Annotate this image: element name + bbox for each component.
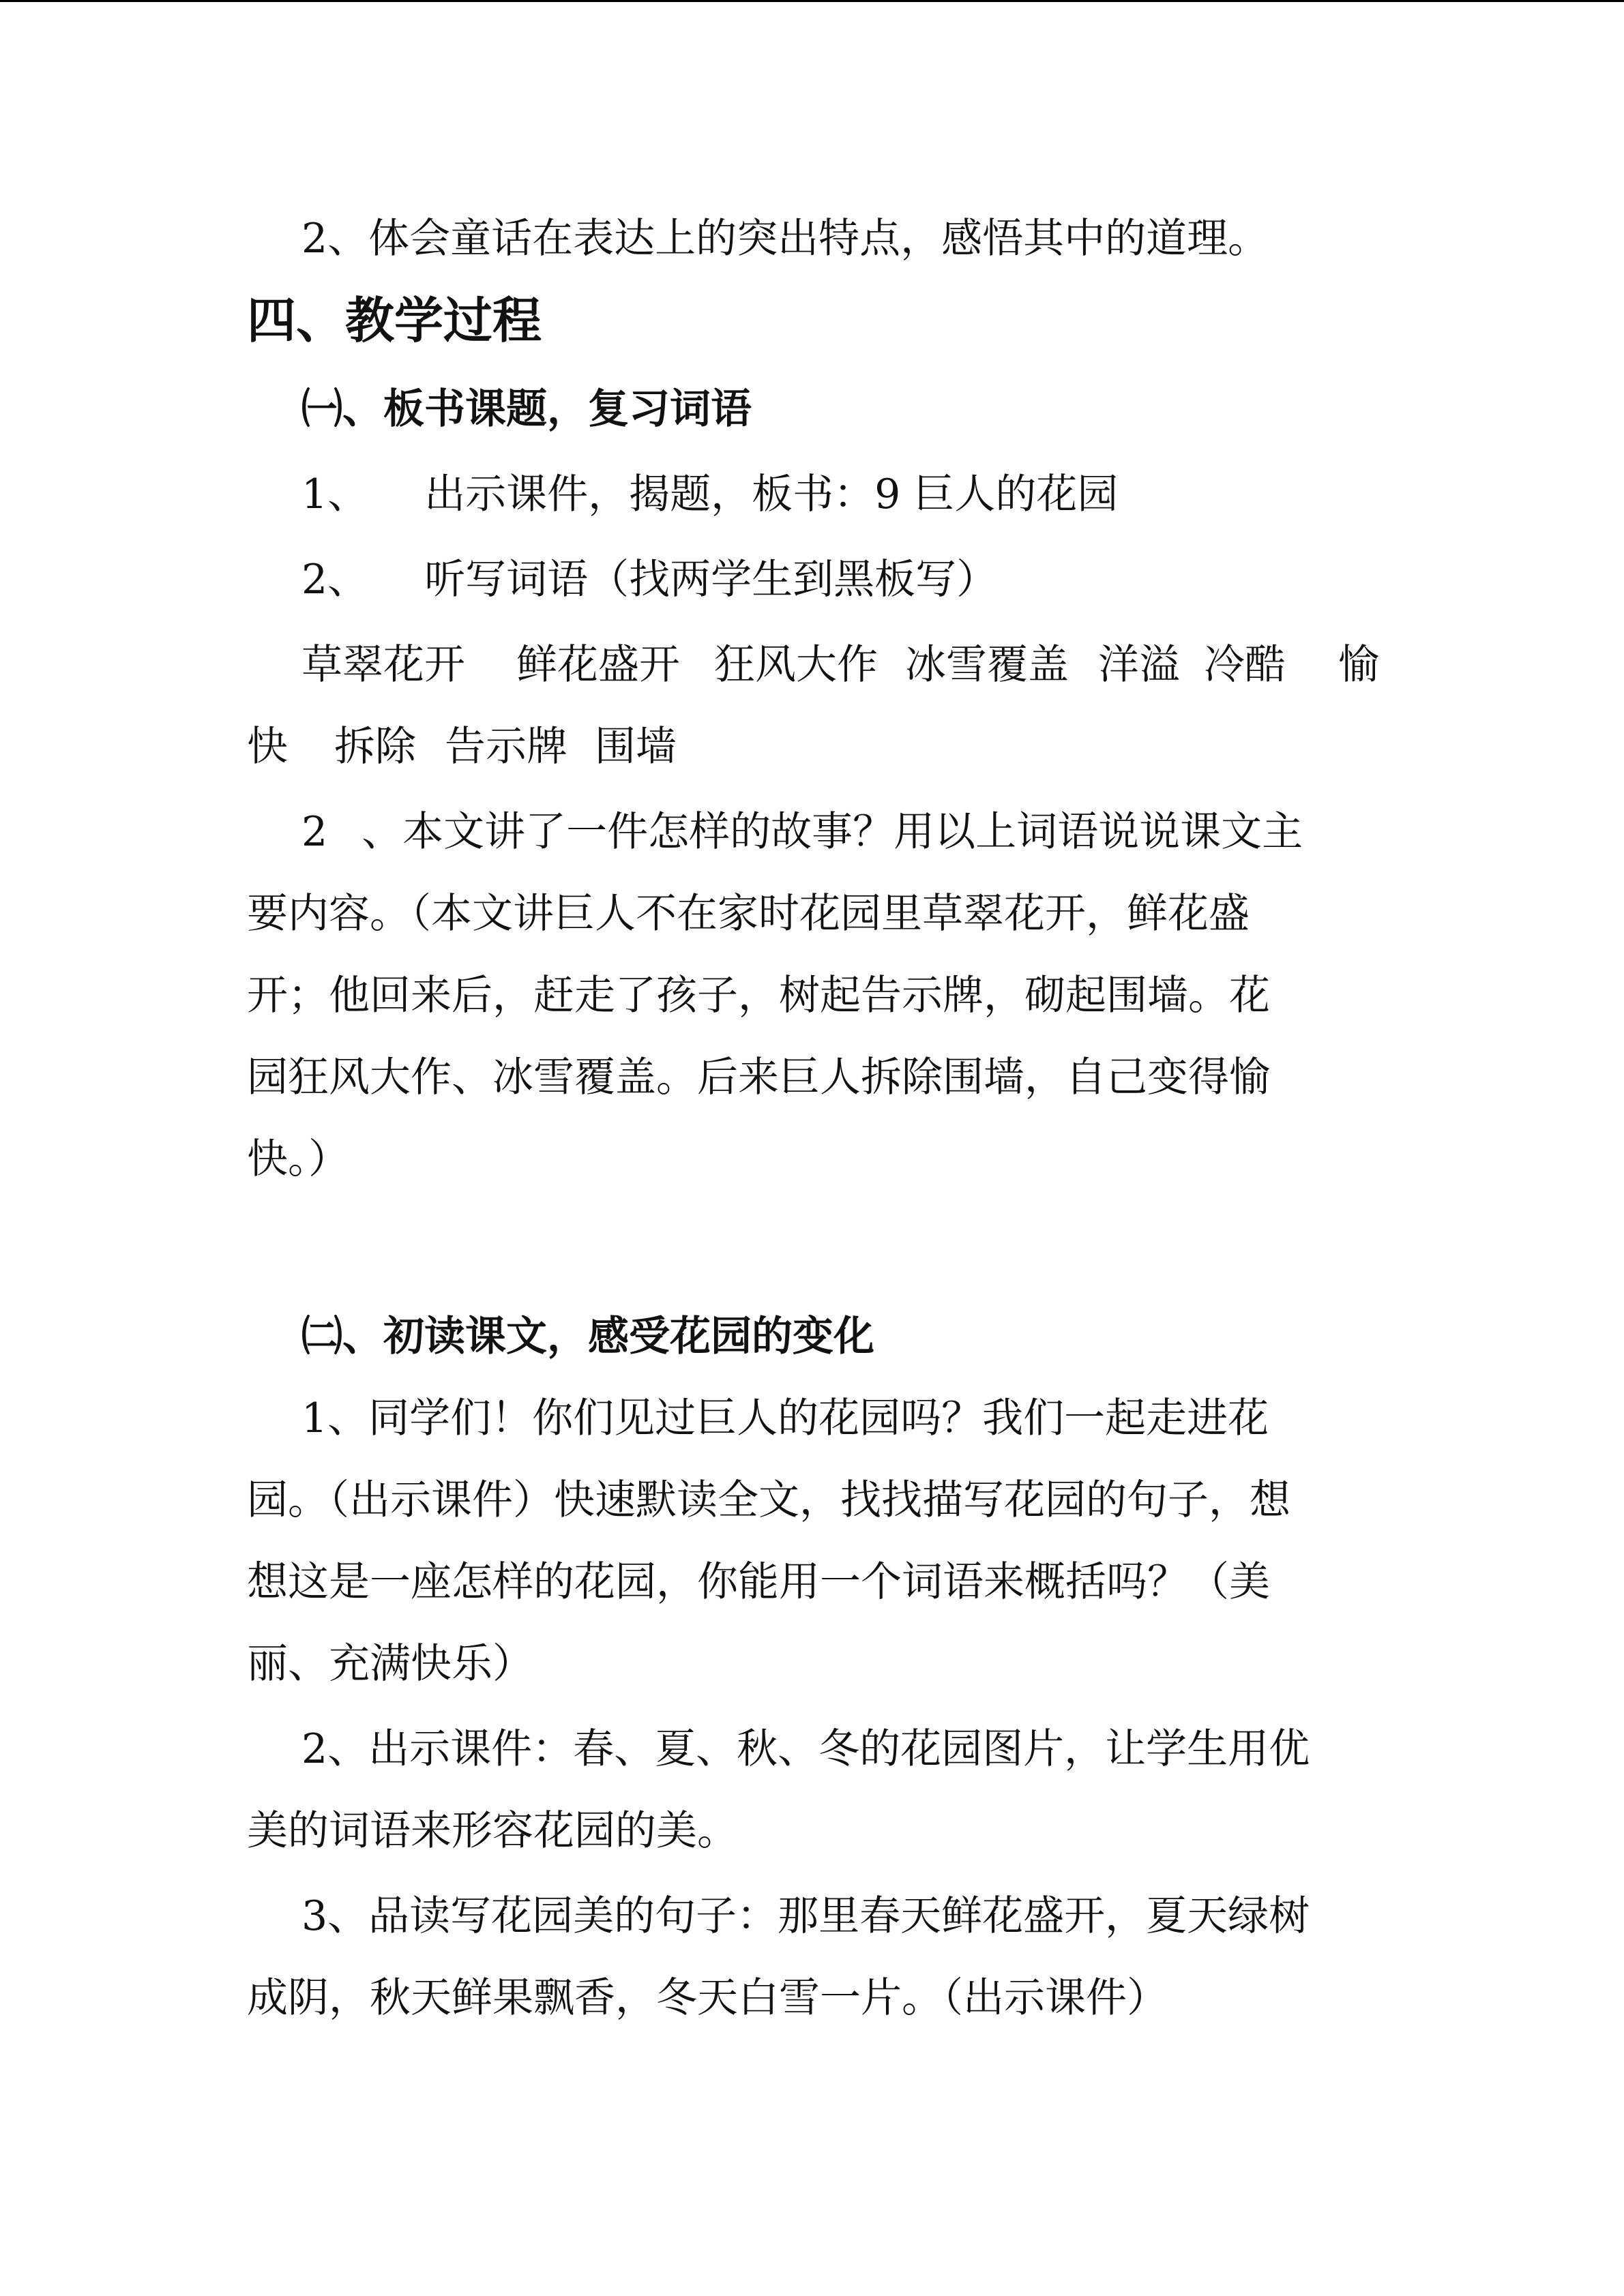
- item-number: 2: [301, 808, 328, 856]
- word: 鲜花盛开: [516, 641, 680, 689]
- word: 围墙: [595, 723, 677, 771]
- word: 洋溢: [1098, 641, 1180, 689]
- paragraph-line: 园。（出示课件）快速默读全文，找找描写花园的句子，想: [247, 1476, 1290, 1524]
- item-text: 出示课件，揭题，板书：9 巨人的花园: [424, 471, 1119, 518]
- part1-heading: ㈠、板书课题，复习词语: [301, 385, 752, 433]
- paragraph-line: 想这是一座怎样的花园，你能用一个词语来概括吗？（美: [247, 1558, 1270, 1606]
- word: 冰雪覆盖: [905, 641, 1069, 689]
- part1-item1: [301, 467, 1118, 522]
- item-number: 1、: [301, 471, 369, 518]
- word: 冷酷: [1204, 641, 1286, 689]
- word: 拆除: [334, 723, 416, 771]
- part1-item3: [301, 805, 1303, 859]
- paragraph-line: 开；他回来后，赶走了孩子，树起告示牌，砌起围墙。花: [247, 972, 1270, 1019]
- paragraph-line: 美的词语来形容花园的美。: [247, 1807, 738, 1855]
- word: 狂风大作: [714, 641, 878, 689]
- objective-2: 2、体会童话在表达上的突出特点，感悟其中的道理。: [301, 215, 1269, 263]
- page-top-border: [0, 0, 1624, 2]
- paragraph-line: 3、品读写花园美的句子：那里春天鲜花盛开，夏天绿树: [301, 1892, 1310, 1940]
- word-list-line-2: [247, 719, 929, 774]
- paragraph-line: 园狂风大作、冰雪覆盖。后来巨人拆除围墙，自己变得愉: [247, 1054, 1270, 1101]
- word: 愉: [1338, 641, 1379, 689]
- paragraph-line: 2、出示课件：春、夏、秋、冬的花园图片，让学生用优: [301, 1725, 1310, 1773]
- word-list-line-1: [301, 638, 1379, 692]
- item-text: 、本文讲了一件怎样的故事？用以上词语说说课文主: [361, 808, 1303, 856]
- paragraph-line: 要内容。（本文讲巨人不在家时花园里草翠花开，鲜花盛: [247, 890, 1250, 938]
- word: 草翠花开: [301, 641, 465, 689]
- paragraph-line: 快。）: [247, 1135, 349, 1183]
- item-number: 2、: [301, 556, 369, 603]
- word: 快: [247, 723, 288, 771]
- paragraph-line: 1、同学们！你们见过巨人的花园吗？我们一起走进花: [301, 1395, 1269, 1442]
- item-text: 听写词语（找两学生到黑板写）: [424, 556, 998, 603]
- part1-item2: [301, 552, 997, 607]
- section-heading: 四、教学过程: [247, 291, 542, 349]
- paragraph-line: 丽、充满快乐）: [247, 1640, 533, 1688]
- word: 告示牌: [445, 723, 567, 771]
- paragraph-line: 成阴，秋天鲜果飘香，冬天白雪一片。（出示课件）: [247, 1974, 1168, 2022]
- part2-heading: ㈡、初读课文，感受花园的变化: [301, 1313, 874, 1360]
